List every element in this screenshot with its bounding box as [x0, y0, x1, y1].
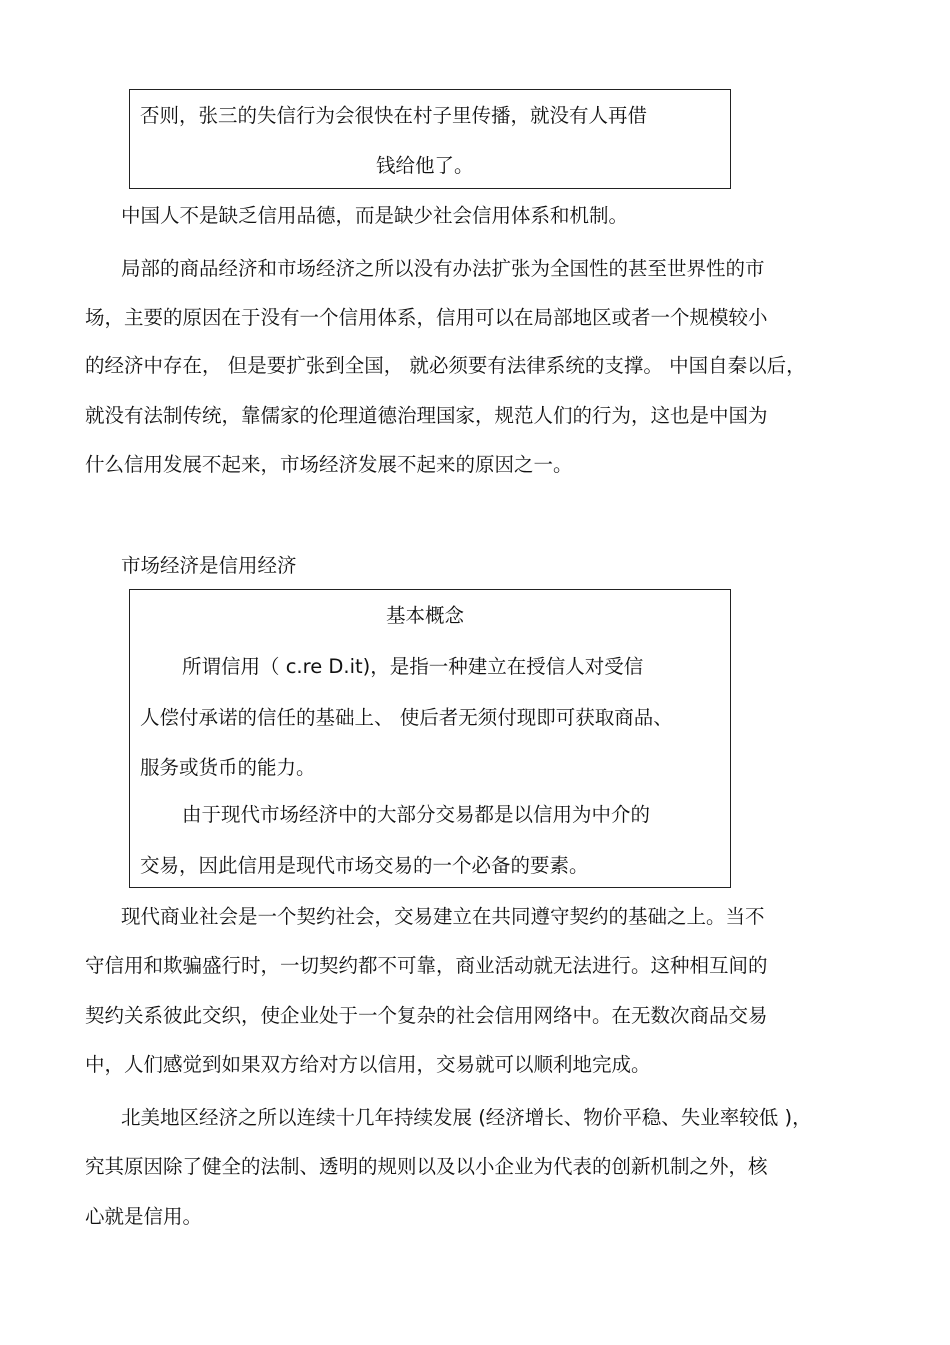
concept-definition-line-2: 人偿付承诺的信任的基础上、 使后者无须付现即可获取商品、: [140, 706, 673, 729]
concept-definition-line-3: 服务或货币的能力。: [140, 756, 316, 779]
paragraph-market-line-2: 场，主要的原因在于没有一个信用体系，信用可以在局部地区或者一个规模较小: [85, 306, 768, 329]
paragraph-market-line-5: 什么信用发展不起来，市场经济发展不起来的原因之一。: [85, 453, 573, 476]
paragraph-contract-line-4: 中，人们感觉到如果双方给对方以信用，交易就可以顺利地完成。: [85, 1053, 651, 1076]
paragraph-north-america-line-1: 北美地区经济之所以连续十几年持续发展 (经济增长、物价平稳、失业率较低 )，: [121, 1106, 812, 1129]
paragraph-north-america-line-2: 究其原因除了健全的法制、透明的规则以及以小企业为代表的创新机制之外，核: [85, 1155, 768, 1178]
concept-box-title: 基本概念: [386, 604, 465, 627]
paragraph-credit-system: 中国人不是缺乏信用品德，而是缺少社会信用体系和机制。: [121, 204, 629, 227]
section-heading: 市场经济是信用经济: [121, 554, 297, 577]
quote-box-1-line-2: 钱给他了。: [376, 154, 474, 177]
concept-definition-line-1: 所谓信用（ c.re D.it)，是指一种建立在授信人对受信: [182, 655, 644, 678]
concept-box: [129, 589, 731, 888]
paragraph-market-line-3: 的经济中存在， 但是要扩张到全国， 就必须要有法律系统的支撑。 中国自秦以后，: [85, 354, 806, 377]
paragraph-market-line-4: 就没有法制传统，靠儒家的伦理道德治理国家，规范人们的行为，这也是中国为: [85, 404, 768, 427]
quote-box-1-line-1: 否则，张三的失信行为会很快在村子里传播，就没有人再借: [140, 104, 648, 127]
paragraph-contract-line-1: 现代商业社会是一个契约社会，交易建立在共同遵守契约的基础之上。当不: [121, 905, 765, 928]
concept-importance-line-1: 由于现代市场经济中的大部分交易都是以信用为中介的: [182, 803, 651, 826]
paragraph-market-line-1: 局部的商品经济和市场经济之所以没有办法扩张为全国性的甚至世界性的市: [121, 257, 765, 280]
concept-importance-line-2: 交易，因此信用是现代市场交易的一个必备的要素。: [140, 854, 589, 877]
paragraph-north-america-line-3: 心就是信用。: [85, 1205, 203, 1228]
paragraph-contract-line-2: 守信用和欺骗盛行时，一切契约都不可靠，商业活动就无法进行。这种相互间的: [85, 954, 768, 977]
paragraph-contract-line-3: 契约关系彼此交织，使企业处于一个复杂的社会信用网络中。在无数次商品交易: [85, 1004, 768, 1027]
